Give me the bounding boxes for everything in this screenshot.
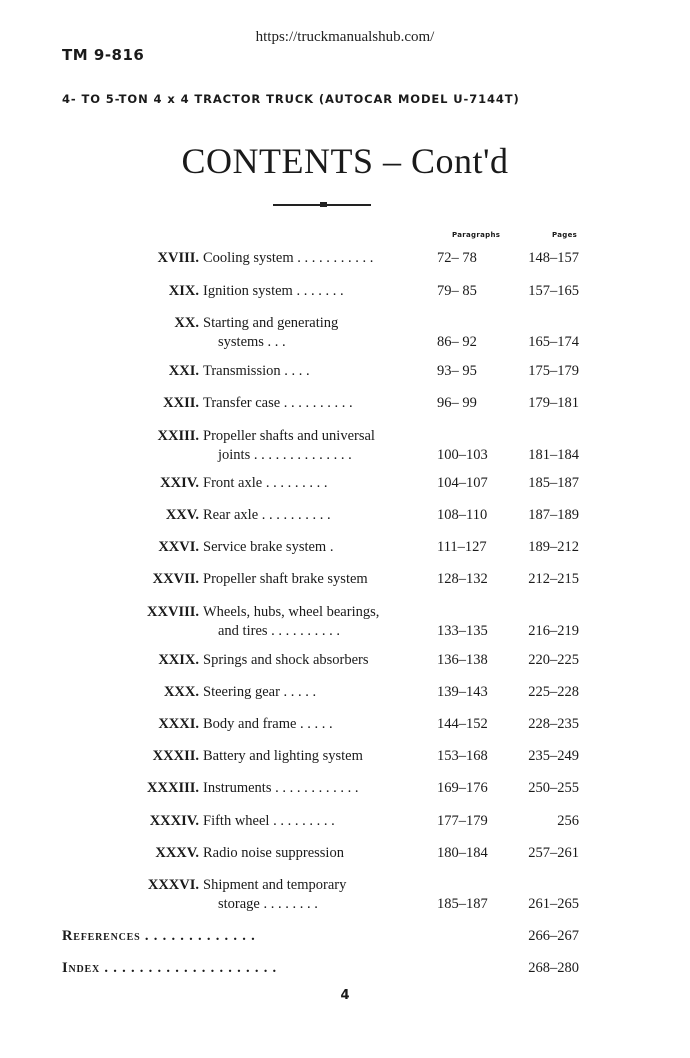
page-range: 257–261 [528,845,579,861]
page-range: 185–187 [528,475,579,491]
page-range: 266–267 [528,928,579,944]
chapter-number: XXVII. [152,571,199,587]
chapter-number: XXII. [163,395,199,411]
page-range: 157–165 [528,283,579,299]
page-range: 268–280 [528,960,579,976]
chapter-number: XXV. [165,507,199,523]
chapter-title-continued: systems . . . [218,334,286,350]
chapter-number: XIX. [168,283,199,299]
paragraph-range: 86– 92 [437,334,477,350]
chapter-title: Steering gear . . . . . [203,684,317,700]
paragraph-range: 136–138 [437,652,488,668]
chapter-title: Front axle . . . . . . . . . [203,475,328,491]
page-range: 256 [557,813,579,829]
paragraph-range: 144–152 [437,716,488,732]
page-range: 250–255 [528,780,579,796]
toc-entry [0,780,690,804]
chapter-title: Radio noise suppression [203,845,344,861]
chapter-title: Starting and generating [203,315,339,331]
page-range: 235–249 [528,748,579,764]
chapter-title: Instruments . . . . . . . . . . . . [203,780,359,796]
page-range: 181–184 [528,447,579,463]
toc-entry [0,571,690,595]
chapter-number: XVIII. [157,250,199,266]
chapter-number: XXIX. [158,652,199,668]
page-range: 187–189 [528,507,579,523]
title-divider-mark [320,202,327,207]
page-range: 165–174 [528,334,579,350]
chapter-number: XXXVI. [147,877,199,893]
toc-entry [0,684,690,708]
toc-entry [0,475,690,499]
back-matter-title: Index . . . . . . . . . . . . . . . . . . . . [62,960,277,976]
paragraph-range: 100–103 [437,447,488,463]
chapter-number: XXX. [163,684,199,700]
paragraph-range: 177–179 [437,813,488,829]
page-range: 175–179 [528,363,579,379]
toc-entry [0,395,690,419]
paragraph-range: 108–110 [437,507,488,523]
toc-entry [0,363,690,387]
toc-entry [0,716,690,740]
toc-entry [0,877,690,912]
chapter-number: XXXIII. [147,780,199,796]
back-matter-title: References . . . . . . . . . . . . . [62,928,256,944]
chapter-title: Transfer case . . . . . . . . . . [203,395,353,411]
page-range: 261–265 [528,896,579,912]
paragraph-range: 104–107 [437,475,488,491]
chapter-number: XXI. [168,363,199,379]
page-range: 148–157 [528,250,579,266]
paragraph-range: 79– 85 [437,283,477,299]
toc-entry [0,748,690,772]
back-matter-entry [0,960,690,984]
page-range: 228–235 [528,716,579,732]
source-url: https://truckmanualshub.com/ [255,29,435,45]
chapter-title: Springs and shock absorbers [203,652,369,668]
page-range: 212–215 [528,571,579,587]
chapter-title: Wheels, hubs, wheel bearings, [203,604,380,620]
toc-entry [0,428,690,463]
toc-entry [0,652,690,676]
chapter-title-continued: and tires . . . . . . . . . . [218,623,341,639]
chapter-title: Service brake system . [203,539,334,555]
paragraph-range: 93– 95 [437,363,477,379]
tm-number: TM 9-816 [62,46,145,64]
chapter-title: Cooling system . . . . . . . . . . . [203,250,374,266]
chapter-title: Rear axle . . . . . . . . . . [203,507,331,523]
toc-entry [0,604,690,639]
paragraph-range: 169–176 [437,780,488,796]
back-matter-entry [0,928,690,952]
toc-entry [0,315,690,350]
toc-entry [0,283,690,307]
toc-entry [0,845,690,869]
paragraph-range: 111–127 [437,539,487,555]
page-range: 220–225 [528,652,579,668]
paragraph-range: 128–132 [437,571,488,587]
chapter-number: XXVIII. [147,604,199,620]
chapter-number: XXXV. [155,845,199,861]
toc-entry [0,813,690,837]
paragraph-range: 153–168 [437,748,488,764]
page-range: 225–228 [528,684,579,700]
chapter-title: Fifth wheel . . . . . . . . . [203,813,335,829]
paragraph-range: 139–143 [437,684,488,700]
column-header-pages: Pages [552,231,578,239]
chapter-title: Shipment and temporary [203,877,347,893]
chapter-number: XX. [174,315,199,331]
chapter-title: Transmission . . . . [203,363,310,379]
paragraph-range: 133–135 [437,623,488,639]
paragraph-range: 96– 99 [437,395,477,411]
page-title: CONTENTS – Cont'd [181,141,509,181]
column-header-paragraphs: Paragraphs [452,231,501,239]
chapter-title-continued: joints . . . . . . . . . . . . . . [218,447,352,463]
toc-entry [0,539,690,563]
chapter-number: XXIV. [160,475,199,491]
chapter-number: XXXI. [158,716,199,732]
page-range: 179–181 [528,395,579,411]
paragraph-range: 72– 78 [437,250,477,266]
chapter-title: Ignition system . . . . . . . [203,283,344,299]
chapter-number: XXIII. [157,428,199,444]
paragraph-range: 185–187 [437,896,488,912]
chapter-title-continued: storage . . . . . . . . [218,896,318,912]
toc-entry [0,250,690,274]
page-number: 4 [340,988,350,1003]
page-range: 189–212 [528,539,579,555]
chapter-number: XXXII. [152,748,199,764]
paragraph-range: 180–184 [437,845,488,861]
chapter-title: Body and frame . . . . . [203,716,333,732]
chapter-title: Battery and lighting system [203,748,363,764]
page-range: 216–219 [528,623,579,639]
document-subtitle: 4- TO 5-TON 4 x 4 TRACTOR TRUCK (AUTOCAR MODEL U-7144T) [62,92,520,106]
chapter-title: Propeller shaft brake system [203,571,368,587]
toc-entry [0,507,690,531]
chapter-number: XXXIV. [149,813,199,829]
chapter-number: XXVI. [158,539,199,555]
chapter-title: Propeller shafts and universal [203,428,375,444]
